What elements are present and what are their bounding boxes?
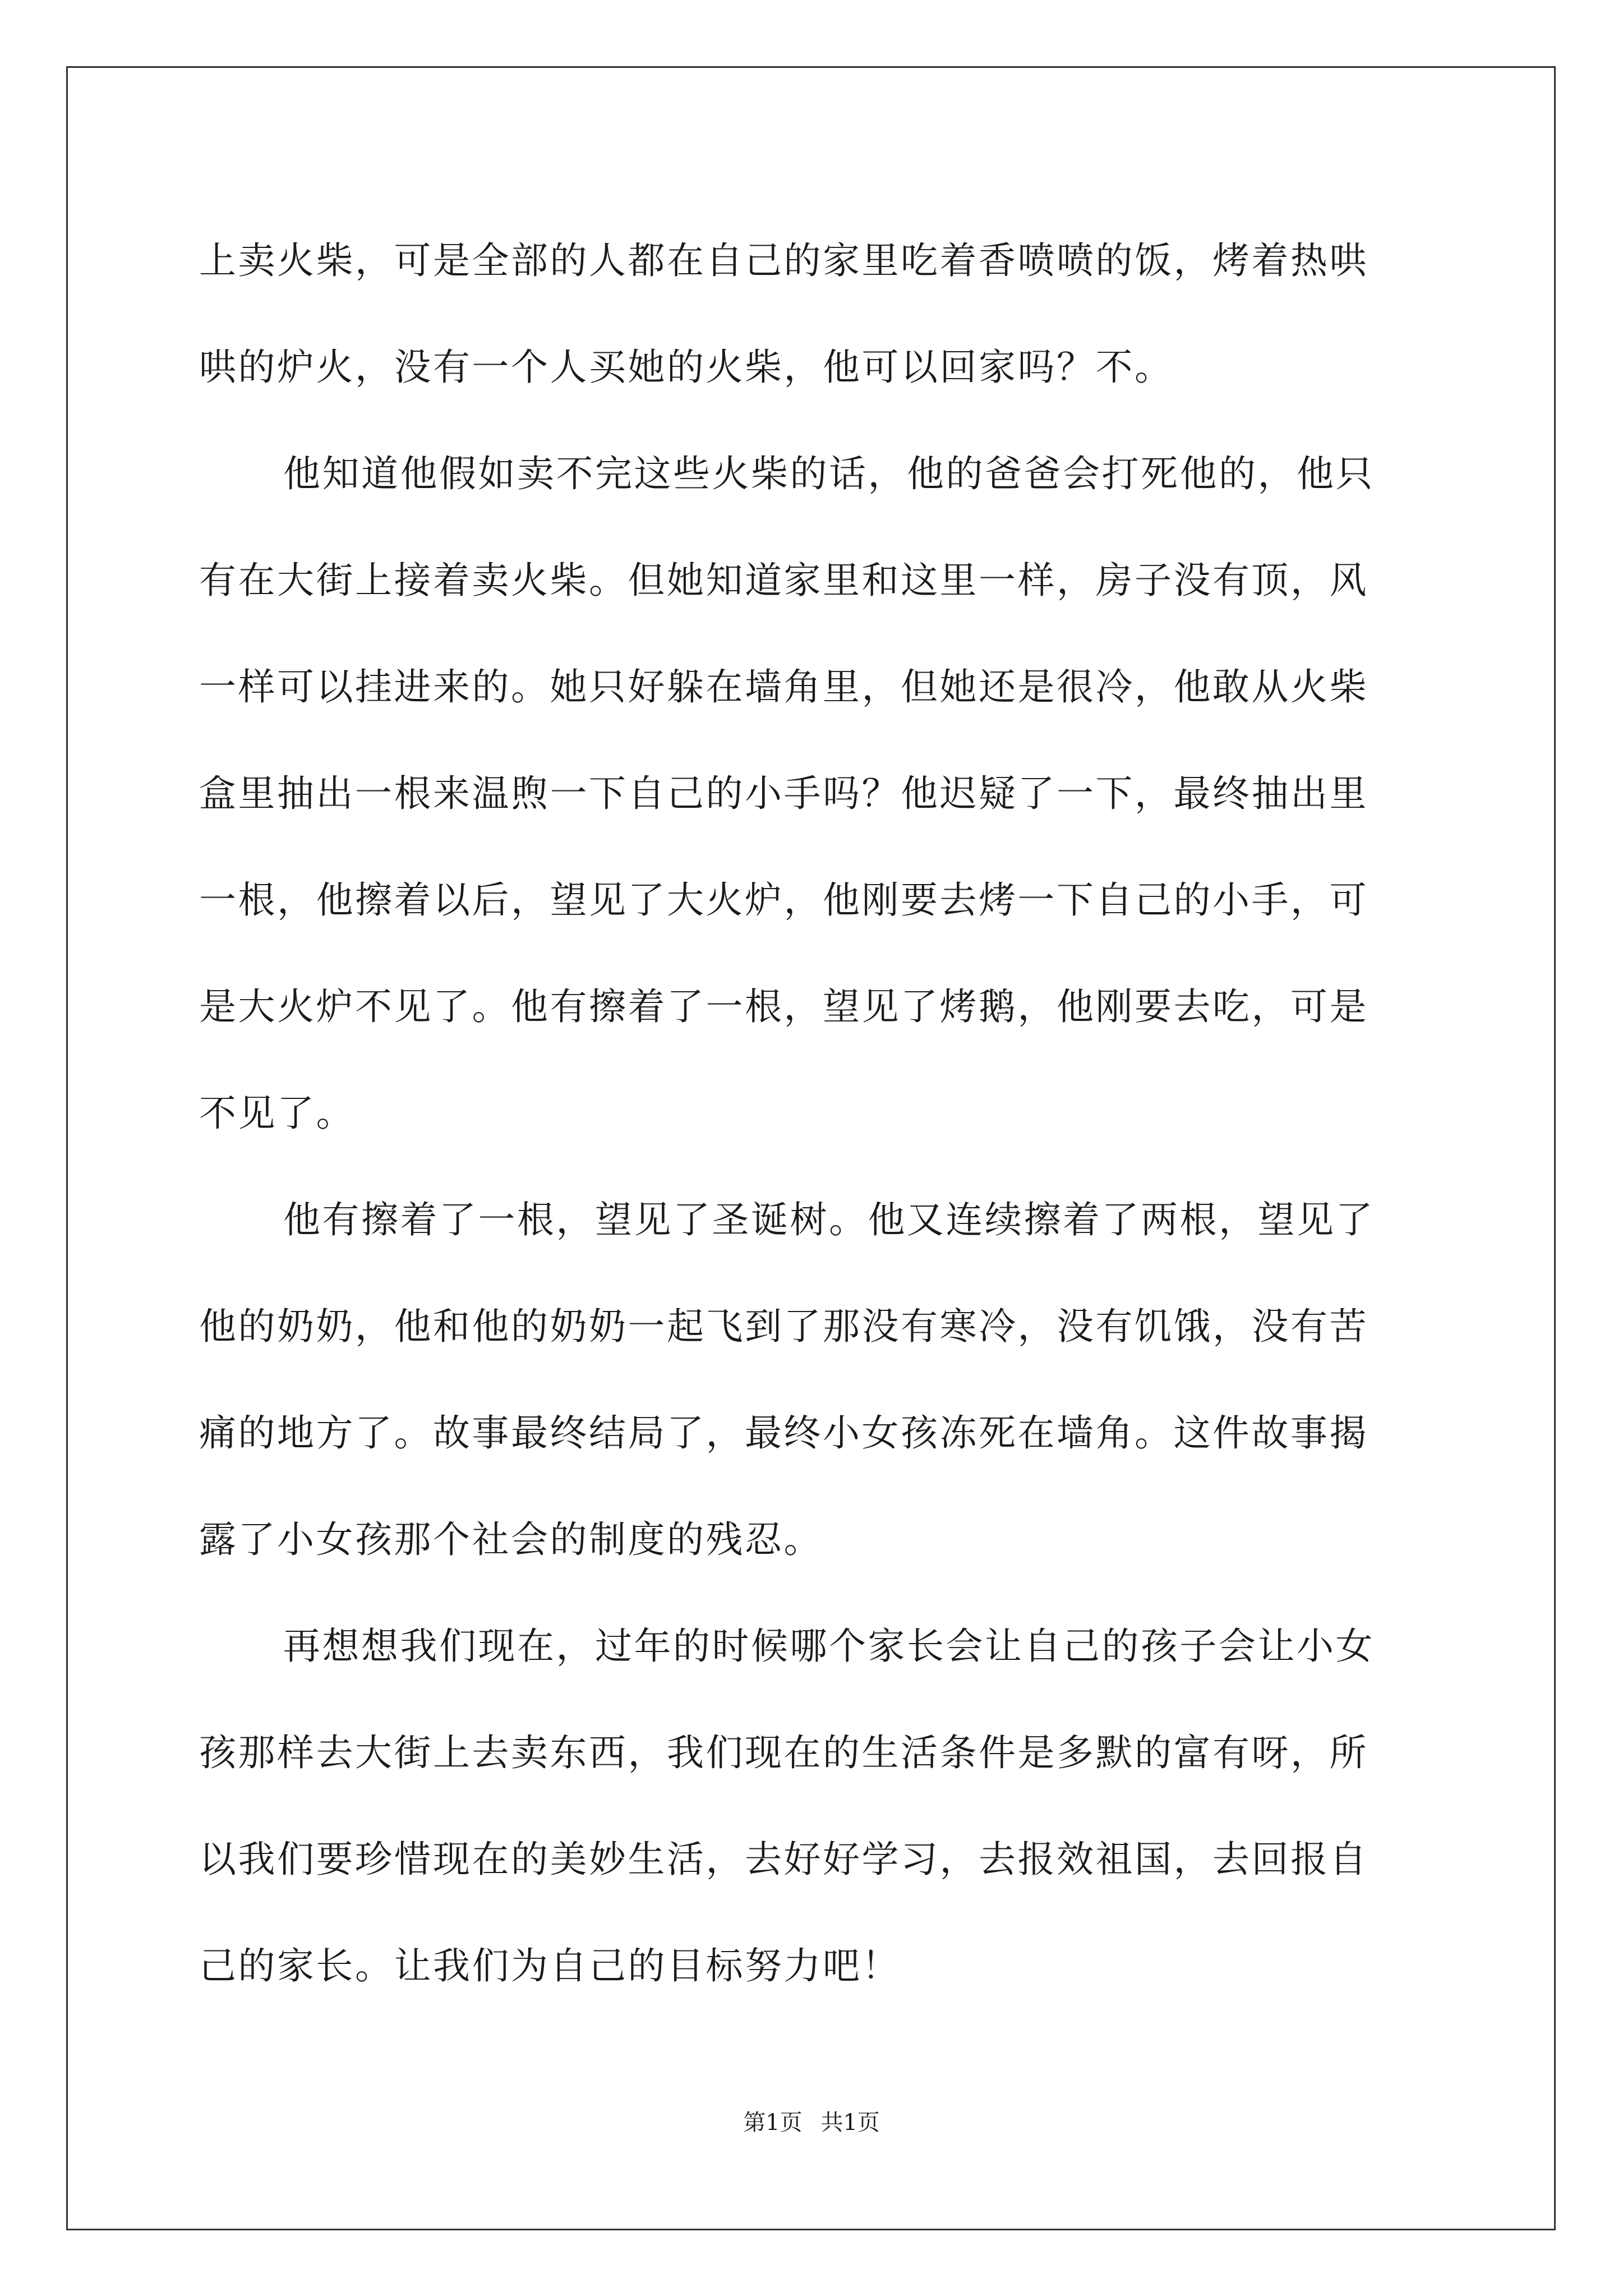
- text-line: 他知道他假如卖不完这些火柴的话，他的爸爸会打死他的，他只: [283, 452, 1375, 495]
- document-body: [199, 208, 1433, 2019]
- text-line: 有在大街上接着卖火柴。但她知道家里和这里一样，房子没有顶，风: [199, 559, 1368, 602]
- text-line: 露了小女孩那个社会的制度的残忍。: [199, 1518, 823, 1561]
- text-line: 一根，他擦着以后，望见了大火炉，他刚要去烤一下自己的小手，可: [199, 878, 1368, 922]
- text-line: 再想想我们现在，过年的时候哪个家长会让自己的孩子会让小女: [283, 1625, 1375, 1668]
- text-line: 以我们要珍惜现在的美妙生活，去好好学习，去报效祖国，去回报自: [199, 1838, 1368, 1881]
- text-line: 孩那样去大街上去卖东西，我们现在的生活条件是多默的富有呀，所: [199, 1731, 1368, 1774]
- text-line: 上卖火柴，可是全部的人都在自己的家里吃着香喷喷的饭，烤着热哄: [199, 239, 1368, 282]
- page-footer: [0, 2107, 1623, 2138]
- text-line: 不见了。: [199, 1092, 355, 1135]
- text-line: 痛的地方了。故事最终结局了，最终小女孩冻死在墙角。这件故事揭: [199, 1411, 1368, 1455]
- page-number: 第1页: [743, 2110, 803, 2136]
- page-total: 共1页: [820, 2110, 880, 2136]
- text-line: 是大火炉不见了。他有擦着了一根，望见了烤鹅，他刚要去吃，可是: [199, 985, 1368, 1028]
- text-line: 己的家长。让我们为自己的目标努力吧！: [199, 1944, 901, 1987]
- text-line: 一样可以挂进来的。她只好躲在墙角里，但她还是很冷，他敢从火柴: [199, 665, 1368, 708]
- text-line: 他有擦着了一根，望见了圣诞树。他又连续擦着了两根，望见了: [283, 1198, 1375, 1241]
- text-line: 盒里抽出一根来温煦一下自己的小手吗？他迟疑了一下，最终抽出里: [199, 772, 1368, 815]
- text-line: 哄的炉火，没有一个人买她的火柴，他可以回家吗？不。: [199, 346, 1174, 389]
- text-line: 他的奶奶，他和他的奶奶一起飞到了那没有寒冷，没有饥饿，没有苦: [199, 1305, 1368, 1348]
